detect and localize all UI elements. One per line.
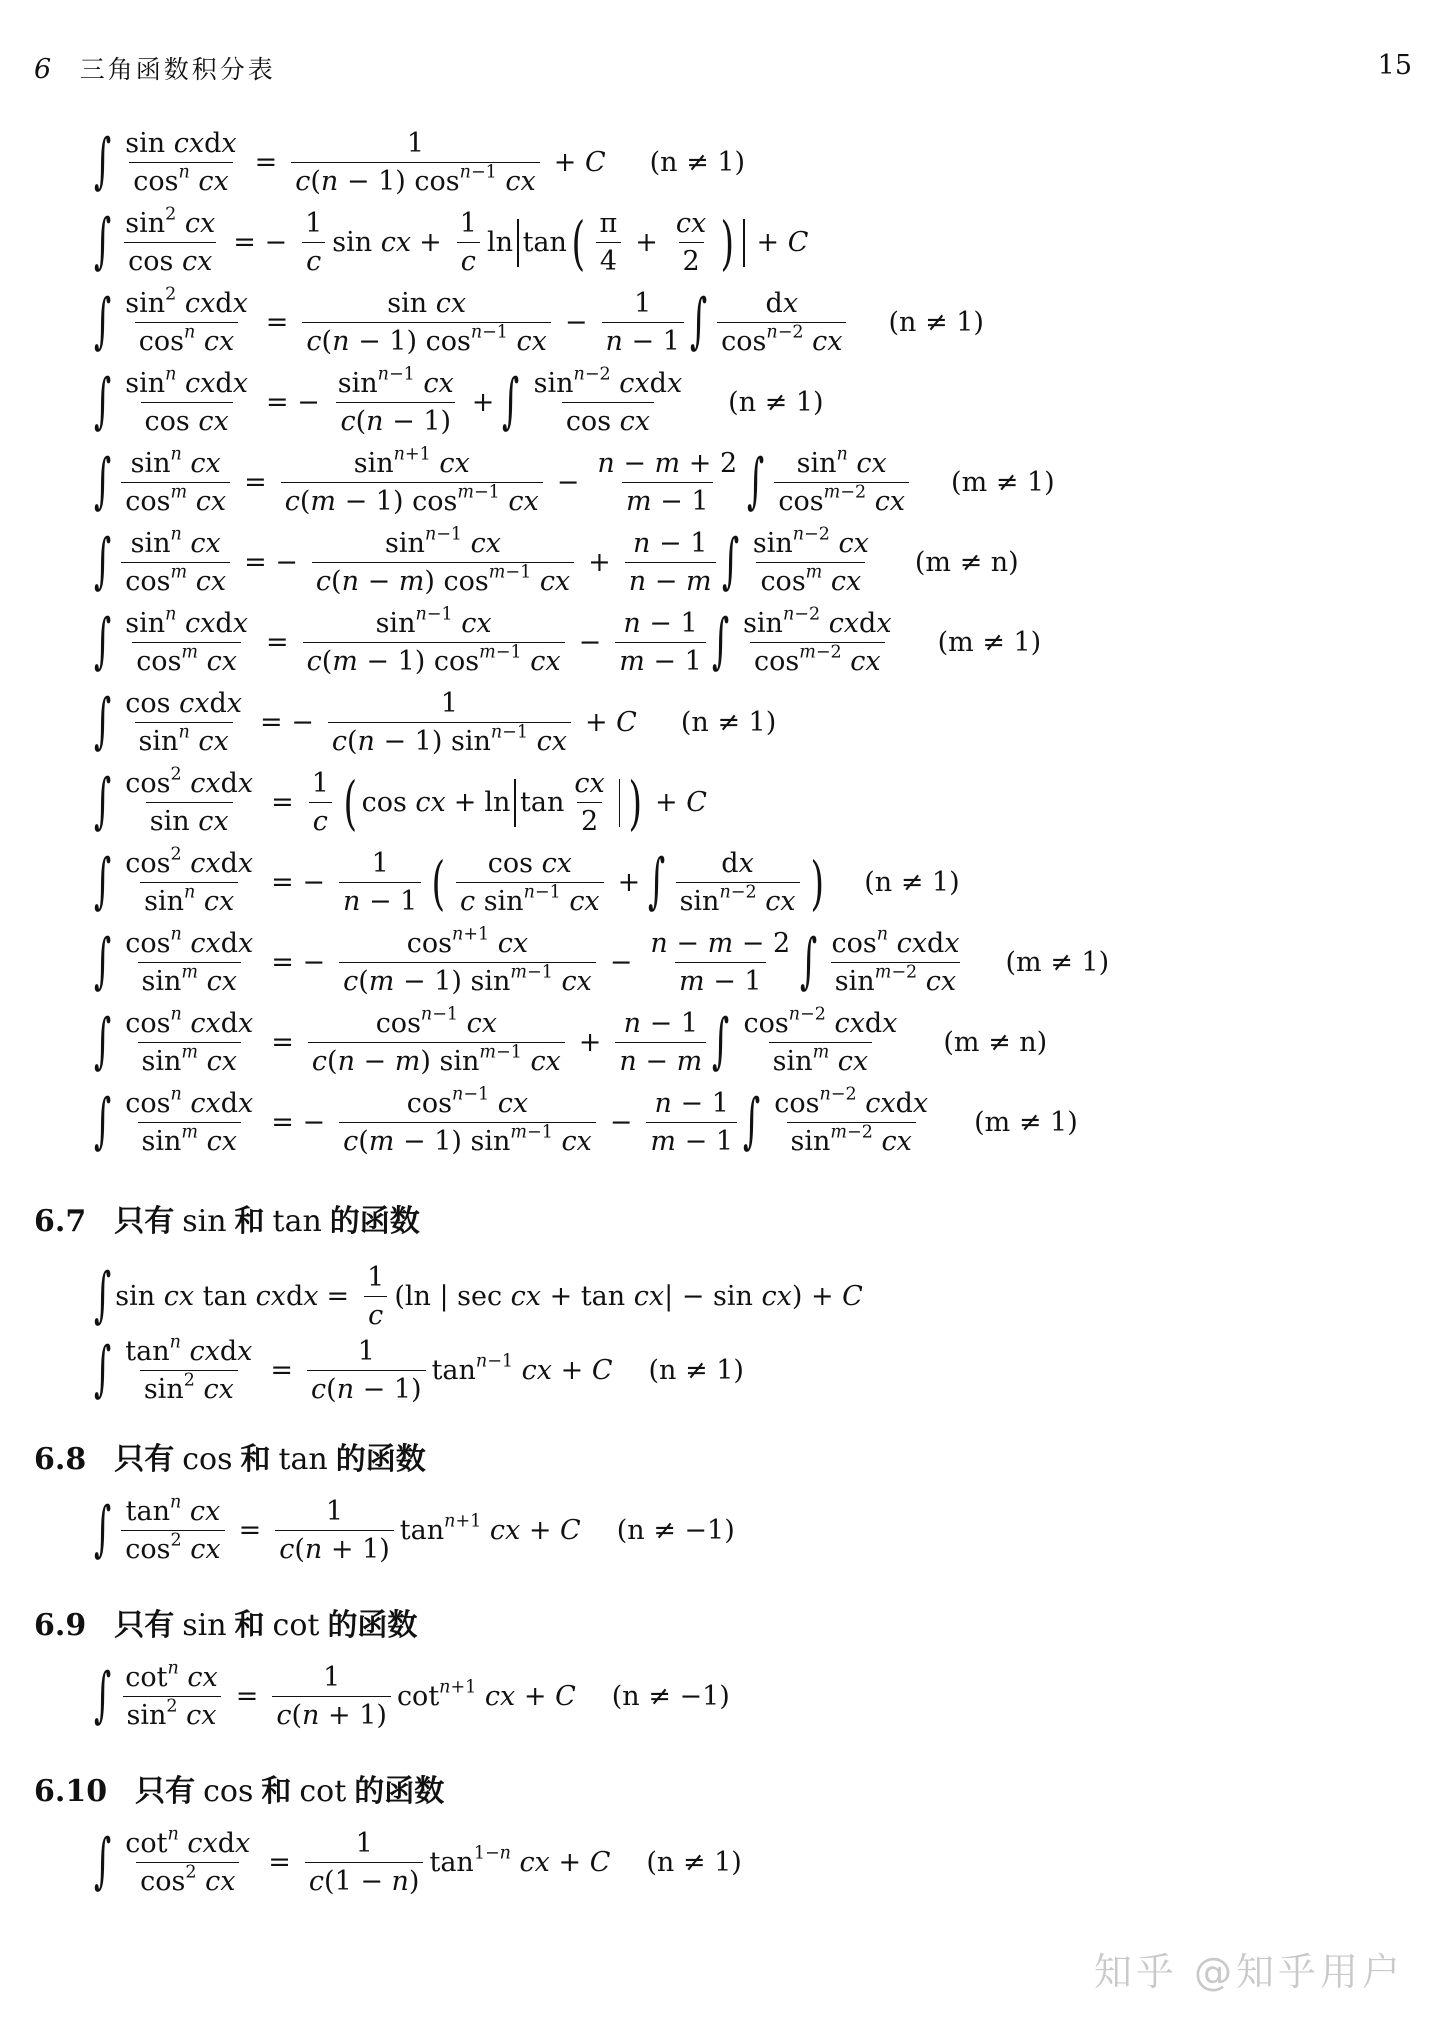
condition: (n ≠ 1) xyxy=(864,867,960,898)
formula: ∫ sin cx tan cxdx = $\frac{1}{c}$ (ln | sec cx + tan cx| − sin cx) + C xyxy=(94,1259,863,1331)
condition: (n ≠ 1) xyxy=(646,1847,742,1878)
condition: (m ≠ n) xyxy=(943,1027,1048,1058)
condition: (m ≠ 1) xyxy=(974,1107,1078,1138)
formula: ∫ $\frac{\sin^n cxdx}{\text{cos cx}}$ = − $\frac{\sin^{n-1} cx}{c(n - 1)}$ + ∫ $\frac{\sin^{n-2} cxdx}{\text{cos cx}}$ (n ≠ 1) xyxy=(94,364,824,437)
formula: ∫ $\frac{\text{cos cxdx}}{\sin^n cx}$ = − $\frac{1}{c(n - 1) \sin^{n-1} cx}$ + C (n ≠ 1) xyxy=(94,685,777,757)
condition: (m ≠ n) xyxy=(914,547,1019,578)
section-heading-6-9: 6.9 只有 sin 和 cot 的函数 xyxy=(34,1608,418,1643)
condition: (n ≠ 1) xyxy=(680,707,777,738)
formula: ∫ $\frac{\sin^2 cxdx}{\cos^n cx}$ = $\frac{\text{sin cx}}{c(n - 1) \cos^{n-1} cx}$ − $\frac{1}{n - 1}$ ∫ $\frac{dx}{\cos^{n-2} cx}$ (n ≠ 1) xyxy=(94,284,984,357)
formula: ∫ $\frac{\sin^2 cx}{\text{cos cx}}$ = − $\frac{1}{c}$ sin cx + $\frac{1}{c}$ ln tan ( $\frac{\pi}{4}$ + $\frac{cx}{2}$ ) + C xyxy=(94,204,809,277)
formula: ∫ $\frac{\cot^n cx}{\sin^2 cx}$ = $\frac{1}{c(n + 1)}$ $\cot^{n+1}$ cx + C (n ≠ −1) xyxy=(94,1658,730,1731)
chapter-number: 6 xyxy=(34,54,52,85)
formula: ∫ $\frac{\sin^n cx}{\cos^m cx}$ = − $\frac{\sin^{n-1} cx}{c(n - m) \cos^{m-1} cx}$ + $\frac{n - 1}{n - m}$ ∫ $\frac{\sin^{n-2} cx}{\cos^m cx}$ (m ≠ n) xyxy=(94,524,1019,597)
formula: ∫ $\frac{\tan^n cx}{\cos^2 cx}$ = $\frac{1}{c(n + 1)}$ $\tan^{n+1}$ cx + C (n ≠ −1) xyxy=(94,1492,735,1565)
formula: ∫ $\frac{\cos^2 cxdx}{\text{sin cx}}$ = $\frac{1}{c}$ ( cos cx + ln tan $\frac{cx}{2}$ ) + C xyxy=(94,764,707,837)
condition: (n ≠ −1) xyxy=(616,1515,735,1546)
condition: (n ≠ 1) xyxy=(728,387,824,418)
formula: ∫ $\frac{\text{sin cxdx}}{\cos^n cx}$ = $\frac{1}{c(n - 1) \cos^{n-1} cx}$ + C (n ≠ 1) xyxy=(94,125,746,197)
formula: ∫ $\frac{\tan^n cxdx}{\sin^2 cx}$ = $\frac{1}{c(n - 1)}$ $\tan^{n-1}$ cx + C (n ≠ 1) xyxy=(94,1332,744,1405)
section-heading-6-7: 6.7 只有 sin 和 tan 的函数 xyxy=(34,1204,420,1239)
watermark: 知乎 @知乎用户 xyxy=(1093,1950,1404,1994)
condition: (n ≠ 1) xyxy=(649,147,746,178)
formula: ∫ $\frac{\cos^n cxdx}{\sin^m cx}$ = − $\frac{\cos^{n-1} cx}{c(m - 1) \sin^{m-1} cx}$ − $\frac{n - 1}{m - 1}$ ∫ $\frac{\cos^{n-2} cxdx}{\sin^{m-2} cx}$ (m ≠ 1) xyxy=(94,1084,1078,1157)
section-heading-6-10: 6.10 只有 cos 和 cot 的函数 xyxy=(34,1774,445,1809)
condition: (m ≠ 1) xyxy=(951,467,1055,498)
running-header xyxy=(34,50,276,86)
chapter-title: 三角函数积分表 xyxy=(79,55,276,84)
condition: (n ≠ −1) xyxy=(611,1681,730,1712)
formula: ∫ $\frac{\cos^2 cxdx}{\sin^n cx}$ = − $\frac{1}{n - 1}$ ( $\frac{\text{cos cx}}{c \sin^{n-1} cx}$ + ∫ $\frac{dx}{\sin^{n-2} cx}$ ) (n ≠ 1) xyxy=(94,844,960,917)
formula: ∫ $\frac{\sin^n cxdx}{\cos^m cx}$ = $\frac{\sin^{n-1} cx}{c(m - 1) \cos^{m-1} cx}$ − $\frac{n - 1}{m - 1}$ ∫ $\frac{\sin^{n-2} cxdx}{\cos^{m-2} cx}$ (m ≠ 1) xyxy=(94,604,1042,677)
formula: ∫ $\frac{\cos^n cxdx}{\sin^m cx}$ = − $\frac{\cos^{n+1} cx}{c(m - 1) \sin^{m-1} cx}$ − $\frac{n - m - 2}{m - 1}$ ∫ $\frac{\cos^n cxdx}{\sin^{m-2} cx}$ (m ≠ 1) xyxy=(94,924,1110,997)
condition: (m ≠ 1) xyxy=(937,627,1042,658)
formula: ∫ $\frac{\cot^n cxdx}{\cos^2 cx}$ = $\frac{1}{c(1 - n)}$ $\tan^{1-n}$ cx + C (n ≠ 1) xyxy=(94,1824,742,1897)
condition: (n ≠ 1) xyxy=(648,1355,744,1386)
section-heading-6-8: 6.8 只有 cos 和 tan 的函数 xyxy=(34,1442,426,1477)
formula: ∫ $\frac{\cos^n cxdx}{\sin^m cx}$ = $\frac{\cos^{n-1} cx}{c(n - m) \sin^{m-1} cx}$ + $\frac{n - 1}{n - m}$ ∫ $\frac{\cos^{n-2} cxdx}{\sin^m cx}$ (m ≠ n) xyxy=(94,1004,1048,1077)
condition: (m ≠ 1) xyxy=(1005,947,1110,978)
page-number: 15 xyxy=(1377,50,1412,81)
condition: (n ≠ 1) xyxy=(888,307,984,338)
formula: ∫ $\frac{\sin^n cx}{\cos^m cx}$ = $\frac{\sin^{n+1} cx}{c(m - 1) \cos^{m-1} cx}$ − $\frac{n - m + 2}{m - 1}$ ∫ $\frac{\sin^n cx}{\cos^{m-2} cx}$ (m ≠ 1) xyxy=(94,444,1055,517)
